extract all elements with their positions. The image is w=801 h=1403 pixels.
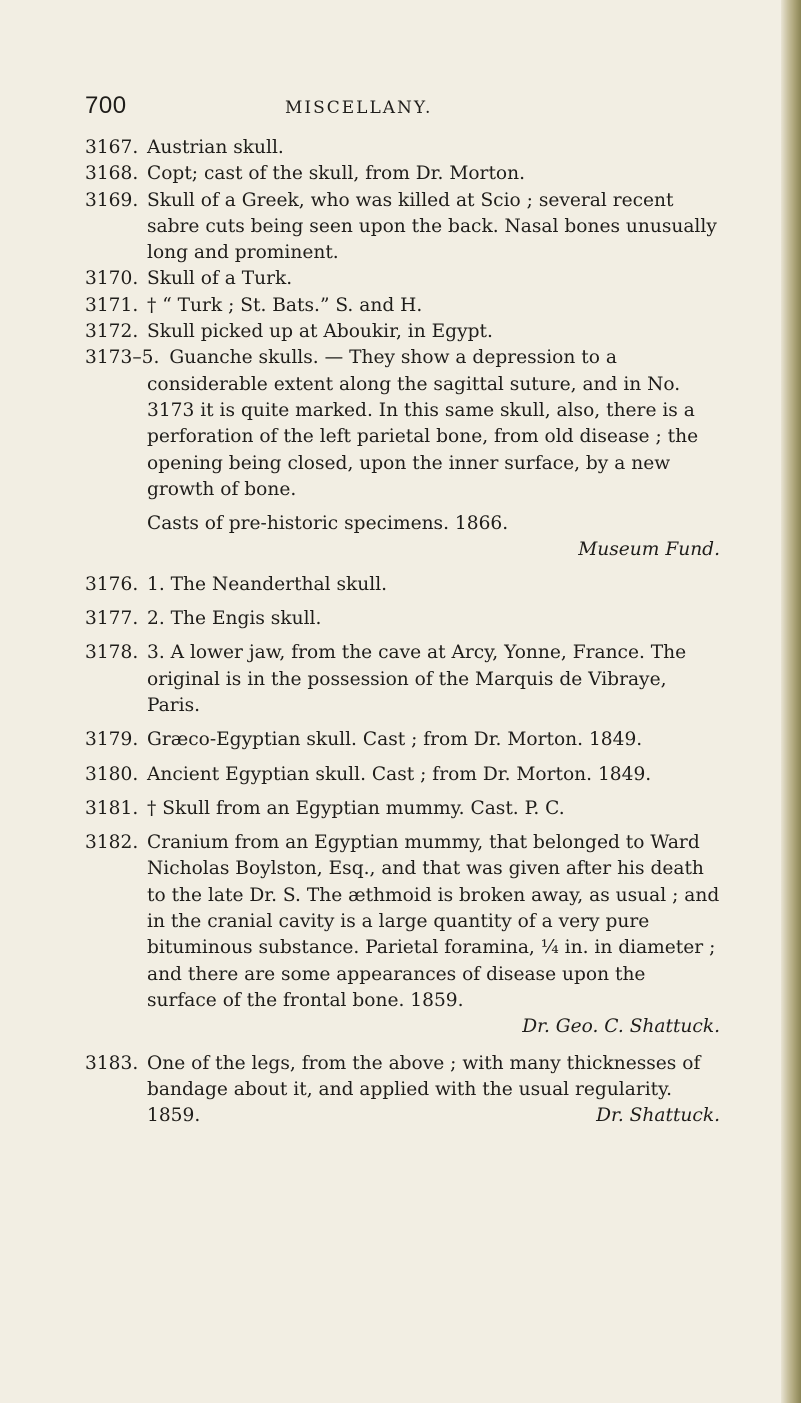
running-title: MISCELLANY. [285,98,433,118]
entry-3179: 3179. Græco-Egyptian skull. Cast ; from Dr. Morton. 1849. [85,729,643,751]
entry-3171: 3171. † “ Turk ; St. Bats.” S. and H. [85,294,423,316]
page-number: 700 [85,92,127,119]
section-heading: Casts of pre-historic specimens. 1866. [147,513,509,535]
credit-3182: Dr. Geo. C. Shattuck. [522,1016,720,1038]
entry-3181: 3181. † Skull from an Egyptian mummy. Cast. P. C. [85,797,565,819]
entry-3167: 3167. Austrian skull. [85,137,284,158]
entry-3178: 3178. 3. A lower jaw, from the cave at Arcy, Yonne, France. The original is in the possession of the Marquis de Vibraye, Paris. [85,642,687,716]
entry-3183-footer [85,1103,720,1129]
entry-3172: 3172. Skull picked up at Aboukir, in Egypt. [85,321,493,343]
entry-3182: 3182. Cranium from an Egyptian mummy, that belonged to Ward Nicholas Boylston, Esq., and that was given after his death to the late Dr. S. The æthmoid is broken away, as usual ; and in the cranial cavity is a large quantity of a very pure bituminous substance. Parietal foramina, ¼ in. in diameter ; and there are some appearances of disease upon the surface of the frontal bone. 1859. [85,832,720,1011]
book-page-edge [781,0,801,1403]
catalogue-text [85,135,720,1129]
entry-3170: 3170. Skull of a Turk. [85,268,293,290]
entry-3169: 3169. Skull of a Greek, who was killed at Scio ; several recent sabre cuts being seen upon the back. Nasal bones unusually long and prominent. [85,189,717,264]
entry-3180: 3180. Ancient Egyptian skull. Cast ; from Dr. Morton. 1849. [85,763,652,785]
credit-3183: Dr. Shattuck. [596,1105,720,1127]
page-header [85,92,725,122]
year-3183: 1859. [147,1105,201,1127]
entry-3168: 3168. Copt; cast of the skull, from Dr. Morton. [85,163,525,185]
entry-3183: 3183. One of the legs, from the above ; with many thicknesses of bandage about it, and applied with the usual regularity. [85,1052,701,1100]
entry-3176: 3176. 1. The Neanderthal skull. [85,573,388,595]
section-credit: Museum Fund. [578,539,720,561]
entry-3173-5: 3173–5. Guanche skulls. — They show a depression to a considerable extent along the sagittal suture, and in No. 3173 it is quite marked. In this same skull, also, there is a perforation of the left parietal bone, from old disease ; the opening being closed, upon the inner surface, by a new growth of bone. [85,347,699,500]
entry-3177: 3177. 2. The Engis skull. [85,608,322,630]
